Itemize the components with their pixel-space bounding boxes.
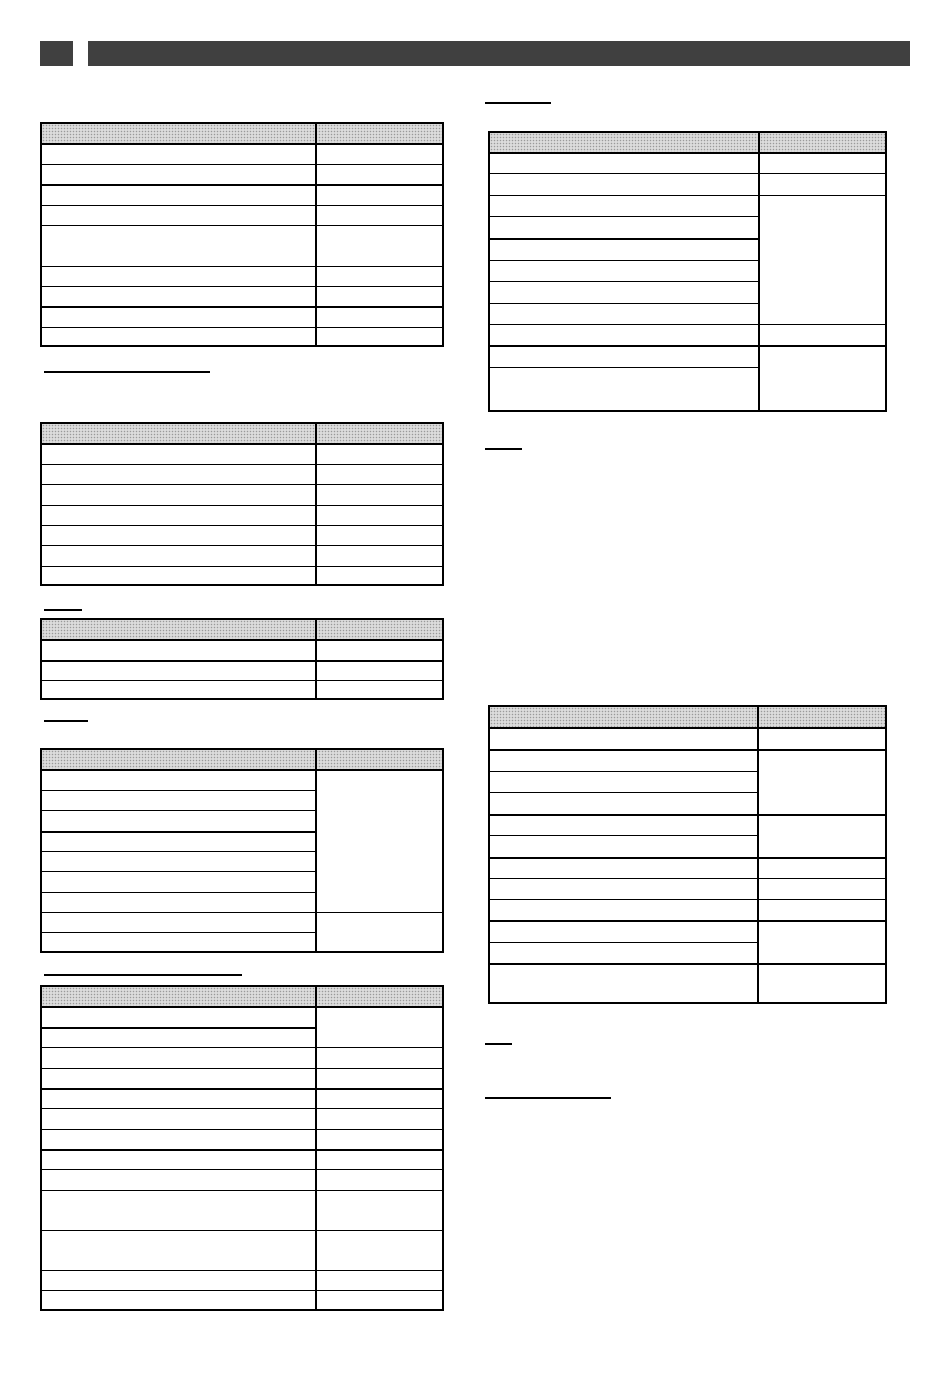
section-heading-underline — [485, 1097, 611, 1099]
left-table-5 — [40, 985, 444, 1311]
right-table-1 — [488, 131, 887, 412]
section-heading-underline — [485, 102, 551, 104]
page-number-box — [40, 41, 73, 66]
left-table-1 — [40, 122, 444, 347]
left-table-4 — [40, 748, 444, 953]
section-heading-underline — [485, 448, 522, 450]
section-heading-underline — [44, 974, 242, 976]
section-heading-underline — [44, 371, 210, 373]
section-heading-underline — [485, 1043, 512, 1045]
page-header-bar — [88, 41, 910, 66]
left-table-3 — [40, 618, 444, 700]
right-table-2 — [488, 705, 887, 1004]
left-table-2 — [40, 422, 444, 586]
section-heading-underline — [44, 609, 82, 611]
section-heading-underline — [44, 720, 88, 722]
